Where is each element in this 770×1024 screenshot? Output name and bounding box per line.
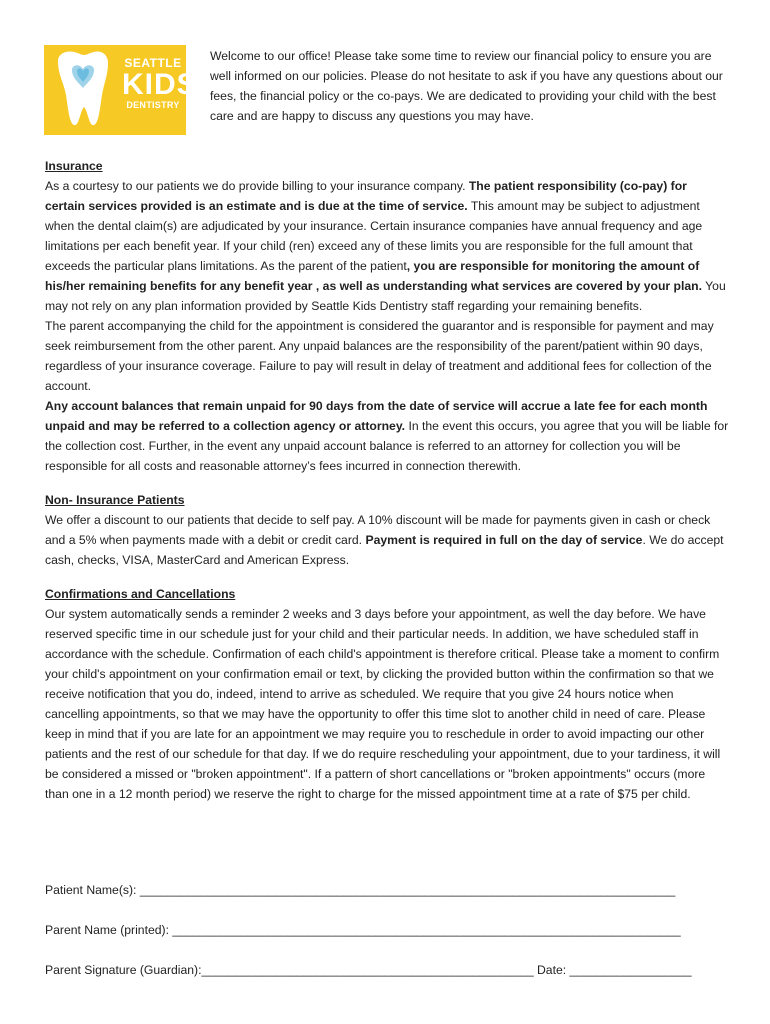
insurance-paragraph-1 xyxy=(45,176,730,316)
non-insurance-text-a: We offer a discount to our patients that decide to self pay. A 10% discount will be made for payments given in cash or check and a 5% when payments made with a debit or credit card. xyxy=(45,513,711,547)
insurance-p3-bold-a: Any account balances that remain unpaid for 90 days from the date of service will accrue a late fee for each month unpaid and may be referred to a collection agency or attorney. xyxy=(45,399,708,433)
policy-content xyxy=(45,156,730,804)
non-insurance-heading: Non- Insurance Patients xyxy=(45,493,185,507)
patient-names-field[interactable]: Patient Name(s): _______________________________________________________________________________ xyxy=(45,883,676,897)
non-insurance-paragraph xyxy=(45,510,730,570)
insurance-paragraph-3 xyxy=(45,396,730,476)
confirmations-paragraph: Our system automatically sends a reminder 2 weeks and 3 days before your appointment, as well the day before. We have reserved specific time in our schedule just for your child and their particular needs. In addition, we have scheduled staff in accordance with the schedule. Confirmation of each child's appointment is therefore critical. Please take a moment to confirm your child's appointment on your confirmation email or text, by clicking the provided button within the confirmation so that we receive notification that you do, indeed, intend to arrive as scheduled. We require that you give 24 hours notice when cancelling appointments, so that we may have the opportunity to offer this time slot to another child in need of care. Please keep in mind that if you are late for an appointment we may require you to reschedule in order to avoid impacting our other patients and the rest of our schedule for that day. If we do require rescheduling your appointment, due to your tardiness, it will be considered a missed or "broken appointment". If a pattern of short cancellations or "broken appointments" occurs (more than one in a 12 month period) we reserve the right to charge for the missed appointment time at a rate of $75 per child. xyxy=(45,607,721,801)
insurance-p1-text-c: This amount may be subject to adjustment when the dental claim(s) are adjudicated by your insurance. Certain insurance companies have annual frequency and age limitations per each benefit year. If your child (ren) exceed any of these limits you are responsible for the full amount that exceeds the particular plans limitations. As the parent of the patient xyxy=(45,199,703,273)
parent-name-field[interactable]: Parent Name (printed): ___________________________________________________________________________ xyxy=(45,923,681,937)
logo-kids-text: KIDS xyxy=(122,68,198,101)
logo-dentistry-text: DENTISTRY xyxy=(126,100,180,110)
signature-fields xyxy=(45,880,735,980)
insurance-p1-bold-b: The patient responsibility (co-pay) for certain services provided is an estimate and is due at the time of service. xyxy=(45,179,687,213)
welcome-paragraph: Welcome to our office! Please take some time to review our financial policy to ensure you are well informed on our policies. Please do not hesitate to ask if you have any questions about our fees, the financial policy or the co-pays. We are dedicated to providing your child with the best care and are happy to discuss any questions you may have. xyxy=(210,49,723,123)
non-insurance-text-c: . We do accept cash, checks, VISA, MasterCard and American Express. xyxy=(45,533,724,567)
logo-text xyxy=(122,56,198,111)
insurance-p1-text-e: You may not rely on any plan information provided by Seattle Kids Dentistry staff regarding your remaining benefits. xyxy=(45,279,726,313)
logo-seattle-text: SEATTLE xyxy=(124,56,182,70)
insurance-p3-text-b: In the event this occurs, you agree that you will be liable for the collection cost. Further, in the event any unpaid account balance is referred to an attorney for collection you will be responsible for all costs and reasonable attorney’s fees incurred in connection therewith. xyxy=(45,419,729,473)
insurance-p1-bold-d: , you are responsible for monitoring the amount of his/her remaining benefits for any benefit year , as well as understanding what services are covered by your plan. xyxy=(45,259,702,293)
parent-signature-field[interactable]: Parent Signature (Guardian):_________________________________________________ Date: __________________ xyxy=(45,963,692,977)
tooth-heart-icon xyxy=(44,45,124,135)
non-insurance-bold-b: Payment is required in full on the day of service xyxy=(365,533,643,547)
seattle-kids-dentistry-logo xyxy=(44,45,198,135)
insurance-paragraph-2: The parent accompanying the child for the appointment is considered the guarantor and is responsible for payment and may seek reimbursement from the other parent. Any unpaid balances are the responsibility of the parent/patient within 90 days, regardless of your insurance coverage. Failure to pay will result in delay of treatment and additional fees for collection of the account. xyxy=(45,319,714,393)
confirmations-heading: Confirmations and Cancellations xyxy=(45,587,236,601)
insurance-heading: Insurance xyxy=(45,159,103,173)
insurance-p1-text-a: As a courtesy to our patients we do provide billing to your insurance company. xyxy=(45,179,469,193)
